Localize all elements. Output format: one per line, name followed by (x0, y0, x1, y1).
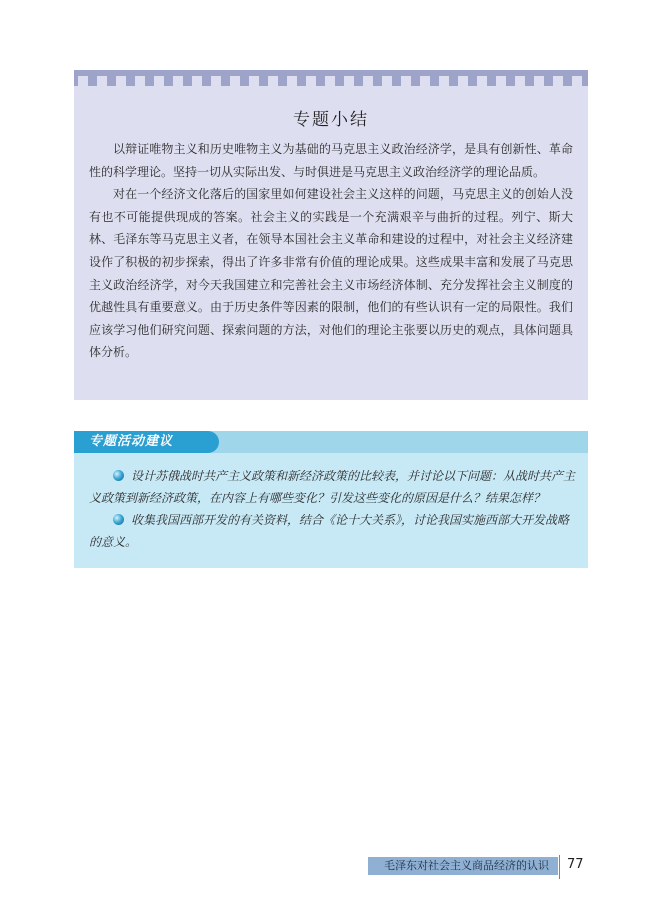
strip-notch (116, 76, 126, 86)
strip-notch (306, 76, 316, 86)
summary-body (89, 138, 573, 364)
bullet-sphere-icon (113, 470, 124, 481)
strip-notch (572, 76, 582, 86)
strip-notch (78, 76, 88, 86)
strip-notch (496, 76, 506, 86)
strip-notch (534, 76, 544, 86)
strip-notch (287, 76, 297, 86)
strip-notch (458, 76, 468, 86)
decorative-strip (74, 70, 588, 86)
activity-title: 专题活动建议 (89, 434, 174, 449)
activity-list (89, 465, 575, 553)
activity-item-text: 设计苏俄战时共产主义政策和新经济政策的比较表，并讨论以下问题：从战时共产主义政策到新经济政策，在内容上有哪些变化？引发这些变化的原因是什么？结果怎样？ (89, 469, 576, 505)
strip-notch (211, 76, 221, 86)
activity-title-tab (74, 431, 219, 453)
strip-notch (439, 76, 449, 86)
strip-notch (420, 76, 430, 86)
footer-chapter-bar (368, 857, 558, 875)
strip-notch (344, 76, 354, 86)
strip-notch (477, 76, 487, 86)
activity-box (74, 431, 588, 568)
summary-paragraph: 对在一个经济文化落后的国家里如何建设社会主义这样的问题，马克思主义的创始人没有也不可能提供现成的答案。社会主义的实践是一个充满艰辛与曲折的过程。列宁、斯大林、毛泽东等马克思主义者，在领导本国社会主义革命和建设的过程中，对社会主义经济建设作了积极的初步探索，得出了许多非常有价值的理论成果。这些成果丰富和发展了马克思主义政治经济学，对今天我国建立和完善社会主义市场经济体制、充分发挥社会主义制度的优越性具有重要意义。由于历史条件等因素的限制，他们的有些认识有一定的局限性。我们应该学习他们研究问题、探索问题的方法，对他们的理论主张要以历史的观点，具体问题具体分析。 (89, 187, 573, 360)
summary-box (74, 70, 588, 400)
strip-notch (515, 76, 525, 86)
strip-notch (173, 76, 183, 86)
strip-notch (154, 76, 164, 86)
strip-notch (230, 76, 240, 86)
activity-item (89, 509, 575, 553)
summary-paragraph: 以辩证唯物主义和历史唯物主义为基础的马克思主义政治经济学，是具有创新性、革命性的科学理论。坚持一切从实际出发、与时俱进是马克思主义政治经济学的理论品质。 (89, 142, 573, 179)
strip-notch (249, 76, 259, 86)
strip-notch (192, 76, 202, 86)
activity-header (74, 431, 588, 453)
page-number: 77 (567, 857, 584, 872)
strip-notch (401, 76, 411, 86)
strip-notch (97, 76, 107, 86)
strip-notch (268, 76, 278, 86)
strip-notch (325, 76, 335, 86)
activity-item-text: 收集我国西部开发的有关资料，结合《论十大关系》，讨论我国实施西部大开发战略的意义。 (89, 513, 570, 549)
summary-title: 专题小结 (293, 110, 369, 130)
footer-divider (559, 855, 560, 879)
strip-notch (553, 76, 563, 86)
strip-notch (135, 76, 145, 86)
strip-notch (363, 76, 373, 86)
footer-chapter-title: 毛泽东对社会主义商品经济的认识 (384, 859, 549, 872)
bullet-sphere-icon (113, 514, 124, 525)
strip-notch (382, 76, 392, 86)
activity-item (89, 465, 575, 509)
